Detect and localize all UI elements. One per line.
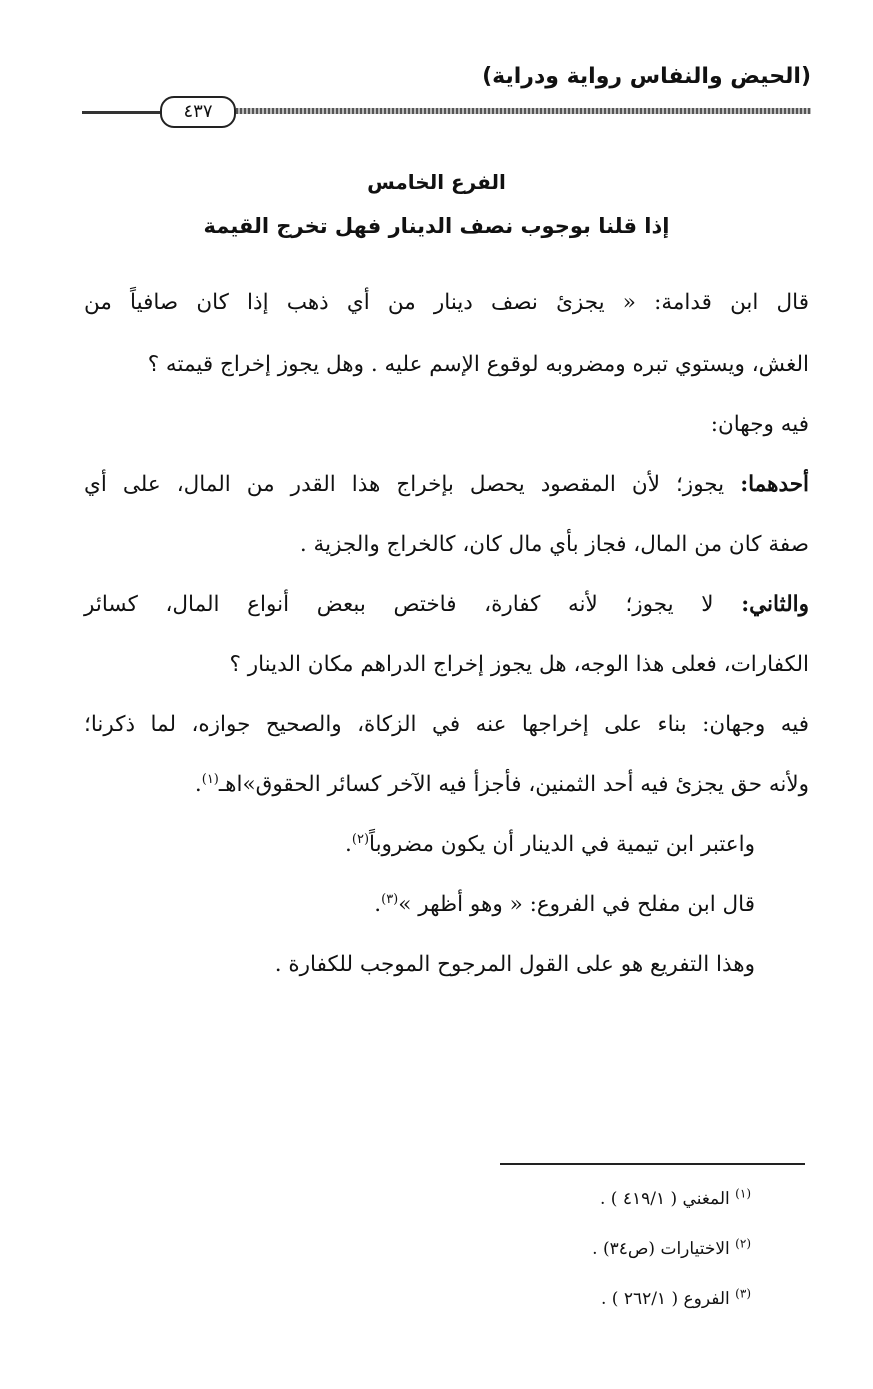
paragraph-1-line-1: قال ابن قدامة: « يجزئ نصف دينار من أي ذهب إذا كان صافياً من (84, 290, 809, 315)
paragraph-6-period: . (345, 832, 352, 857)
footnote-1 (600, 1186, 751, 1212)
footnote-2-number: (٢) (735, 1236, 751, 1251)
header-rule-right (232, 108, 811, 114)
paragraph-4-line-2: الكفارات، فعلى هذا الوجه، هل يجوز إخراج الدراهم مكان الدينار ؟ (229, 652, 809, 677)
footnote-ref-2: (٢) (351, 831, 370, 847)
paragraph-5-line-2-text: ولأنه حق يجزئ فيه أحد الثمنين، فأجزأ فيه الآخر كسائر الحقوق»اهـ (218, 772, 809, 797)
first-view-label: أحدهما: (740, 472, 809, 497)
footnote-ref-3: (٣) (381, 891, 399, 907)
footnote-3-text: الفروع ( ٢٦٢/١ ) . (600, 1289, 730, 1309)
footnote-ref-1: (١) (201, 771, 219, 787)
footnote-3 (601, 1286, 751, 1312)
paragraph-6 (345, 830, 755, 860)
footnote-separator (500, 1163, 805, 1165)
page-number: ٤٣٧ (160, 96, 236, 128)
paragraph-3-line-1 (84, 470, 809, 500)
footnote-2 (592, 1236, 751, 1262)
paragraph-5-line-2 (195, 770, 809, 800)
running-header-title: (الحيض والنفاس رواية ودراية) (482, 64, 811, 89)
paragraph-7 (374, 890, 755, 920)
paragraph-7-period: . (374, 892, 382, 917)
header-rule-left (82, 111, 160, 114)
paragraph-5-period: . (194, 772, 202, 797)
footnote-1-text: المغني ( ٤١٩/١ ) . (599, 1189, 730, 1209)
paragraph-8: وهذا التفريع هو على القول المرجوح الموجب للكفارة . (274, 952, 755, 977)
paragraph-7-text: قال ابن مفلح في الفروع: « وهو أظهر » (398, 892, 755, 917)
second-view-label: والثاني: (741, 592, 809, 617)
paragraph-3-line-2: صفة كان من المال، فجاز بأي مال كان، كالخراج والجزية . (299, 532, 809, 557)
footnote-2-text: الاختيارات (ص٣٤) . (592, 1239, 730, 1259)
paragraph-6-text: واعتبر ابن تيمية في الدينار أن يكون مضروباً (369, 832, 755, 857)
paragraph-2: فيه وجهان: (710, 412, 809, 437)
footnote-3-number: (٣) (735, 1286, 751, 1301)
footnote-1-number: (١) (735, 1186, 751, 1201)
question-heading: إذا قلنا بوجوب نصف الدينار فهل تخرج القيمة (203, 214, 670, 238)
section-heading: الفرع الخامس (367, 170, 506, 194)
paragraph-4-line-1 (84, 590, 809, 620)
paragraph-1-line-2: الغش، ويستوي تبره ومضروبه لوقوع الإسم عليه . وهل يجوز إخراج قيمته ؟ (147, 352, 809, 377)
second-view-text: لا يجوز؛ لأنه كفارة، فاختص ببعض أنواع المال، كسائر (84, 592, 742, 617)
first-view-text: يجوز؛ لأن المقصود يحصل بإخراج هذا القدر من المال، على أي (84, 472, 741, 497)
paragraph-5-line-1: فيه وجهان: بناء على إخراجها عنه في الزكاة، والصحيح جوازه، لما ذكرنا؛ (84, 712, 809, 737)
